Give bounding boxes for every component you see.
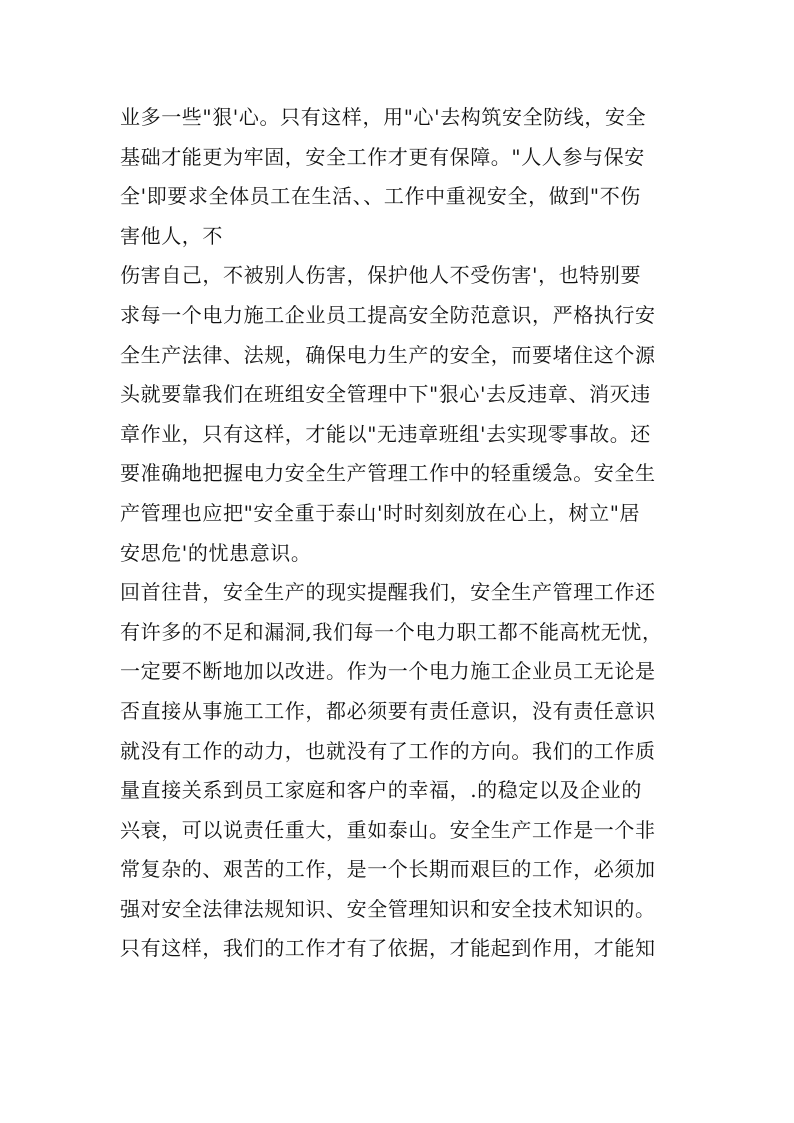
text-line: 安思危'的忧患意识。 <box>120 540 312 565</box>
text-line: 要准确地把握电力安全生产管理工作中的轻重缓急。安全生 <box>120 461 656 486</box>
text-line: 全生产法律、法规，确保电力生产的安全，而要堵住这个源 <box>120 342 656 367</box>
text-line: 否直接从事施工工作，都必须要有责任意识，没有责任意识 <box>120 698 656 723</box>
text-line: 产管理也应把"安全重于泰山'时时刻刻放在心上，树立"居 <box>120 500 641 525</box>
text-line: 业多一些"狠'心。只有这样，用"心'去构筑安全防线，安全 <box>120 105 647 129</box>
text-line: 基础才能更为牢固，安全工作才更有保障。"人人参与保安 <box>120 144 645 169</box>
text-line: 求每一个电力施工企业员工提高安全防范意识，严格执行安 <box>120 302 656 327</box>
text-line: 强对安全法律法规知识、安全管理知识和安全技术知识的。 <box>120 896 656 921</box>
text-line: 就没有工作的动力，也就没有了工作的方向。我们的工作质 <box>120 738 656 763</box>
text-line: 全'即要求全体员工在生活、、工作中重视安全，做到"不伤 <box>120 184 641 209</box>
text-line: 一定要不断地加以改进。作为一个电力施工企业员工无论是 <box>120 659 656 684</box>
text-line: 回首往昔，安全生产的现实提醒我们，安全生产管理工作还 <box>120 580 656 605</box>
text-line: 只有这样，我们的工作才有了依据，才能起到作用，才能知 <box>120 936 656 961</box>
text-line: 头就要靠我们在班组安全管理中下"狠心'去反违章、消灭违 <box>120 382 651 407</box>
text-line: 兴衰，可以说责任重大，重如泰山。安全生产工作是一个非 <box>120 817 656 842</box>
text-line: 常复杂的、艰苦的工作，是一个长期而艰巨的工作，必须加 <box>120 857 656 882</box>
text-line: 量直接关系到员工家庭和客户的幸福，.的稳定以及企业的 <box>120 778 642 803</box>
body-text <box>120 98 700 969</box>
text-line: 害他人，不 <box>120 223 223 248</box>
text-line: 章作业，只有这样，才能以"无违章班组'去实现零事故。还 <box>120 421 651 446</box>
text-line: 伤害自己，不被别人伤害，保护他人不受伤害'，也特别要 <box>120 263 642 288</box>
text-line: 有许多的不足和漏洞,我们每一个电力职工都不能高枕无忧， <box>120 619 663 644</box>
